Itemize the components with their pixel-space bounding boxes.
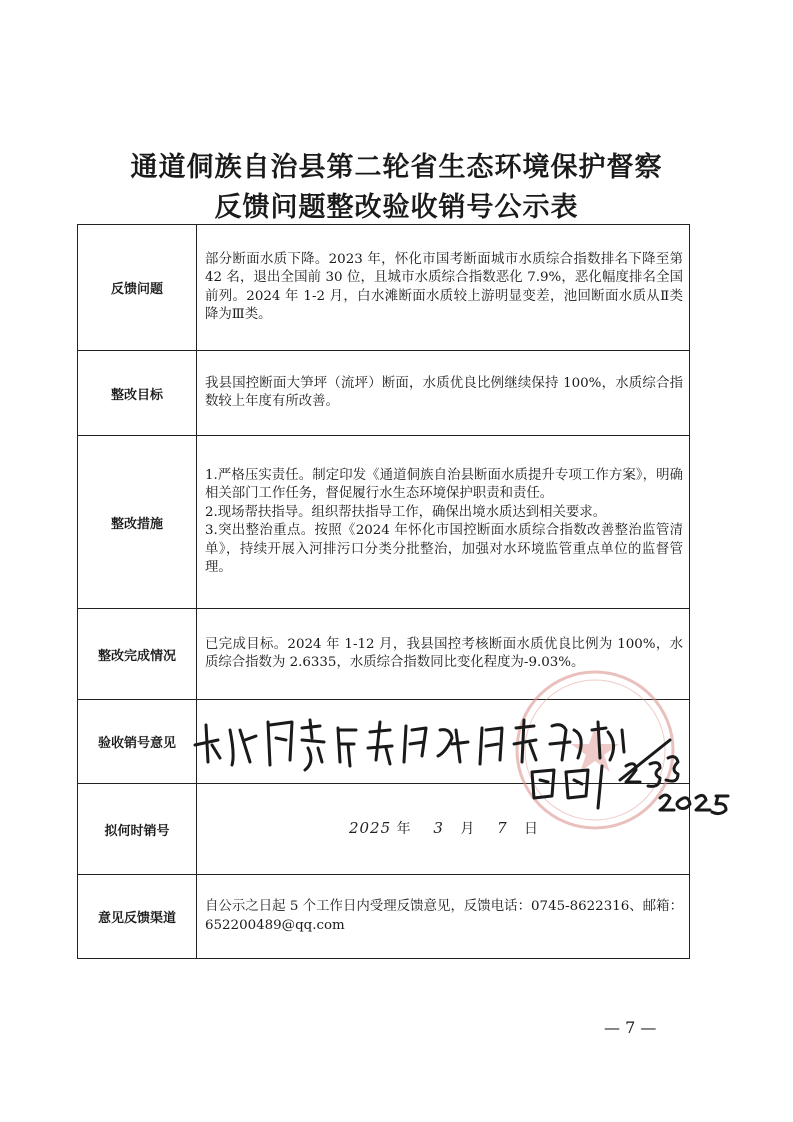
date-day: 7 bbox=[497, 818, 508, 837]
page-number: — 7 — bbox=[604, 1018, 657, 1037]
content-rectification-target: 我县国控断面大笋坪（流坪）断面，水质优良比例继续保持 100%，水质综合指数较上年度有所改善。 bbox=[197, 351, 690, 436]
content-feedback-issue: 部分断面水质下降。2023 年，怀化市国考断面城市水质综合指数排名下降至第 42 名，退出全国前 30 位，且城市水质综合指数恶化 7.9%，恶化幅度排名全国前列。2024 年 1-2 月，白水滩断面水质较上游明显变差，池回断面水质从Ⅱ类降为Ⅲ类。 bbox=[197, 225, 690, 351]
label-rectification-target: 整改目标 bbox=[78, 351, 197, 436]
content-completion-status: 已完成目标。2024 年 1-12 月，我县国控考核断面水质优良比例为 100%，水质综合指数为 2.6335，水质综合指数同比变化程度为-9.03%。 bbox=[197, 609, 690, 700]
table-row bbox=[78, 875, 690, 959]
date-year-unit: 年 bbox=[396, 820, 412, 837]
table-row bbox=[78, 225, 690, 351]
content-rectification-measures bbox=[197, 436, 690, 609]
document-title-line1: 通道侗族自治县第二轮省生态环境保护督察 bbox=[130, 152, 663, 183]
publicity-table bbox=[77, 224, 690, 959]
content-feedback-channel: 自公示之日起 5 个工作日内受理反馈意见，反馈电话：0745-8622316、邮箱：652200489@qq.com bbox=[197, 875, 690, 959]
label-acceptance-opinion: 验收销号意见 bbox=[78, 700, 197, 784]
date-month: 3 bbox=[433, 818, 444, 837]
label-rectification-measures: 整改措施 bbox=[78, 436, 197, 609]
label-feedback-issue: 反馈问题 bbox=[78, 225, 197, 351]
document-title-line2: 反馈问题整改验收销号公示表 bbox=[214, 192, 579, 223]
date-year: 2025 bbox=[348, 818, 392, 837]
measure-item-1: 1.严格压实责任。制定印发《通道侗族自治县断面水质提升专项工作方案》，明确相关部门工作任务，督促履行水生态环境保护职责和责任。 bbox=[205, 467, 683, 501]
date-day-unit: 日 bbox=[524, 820, 540, 837]
handwritten-signature-icon bbox=[190, 700, 750, 820]
label-planned-closing: 拟何时销号 bbox=[78, 784, 197, 875]
label-completion-status: 整改完成情况 bbox=[78, 609, 197, 700]
measure-item-2: 2.现场帮扶指导。组织帮扶指导工作，确保出境水质达到相关要求。 bbox=[205, 504, 607, 520]
date-month-unit: 月 bbox=[460, 820, 476, 837]
measure-item-3: 3.突出整治重点。按照《2024 年怀化市国控断面水质综合指数改善整治监管清单》，持续开展入河排污口分类分批整治，加强对水环境监管重点单位的监督管理。 bbox=[205, 523, 683, 575]
table-row bbox=[78, 351, 690, 436]
label-feedback-channel: 意见反馈渠道 bbox=[78, 875, 197, 959]
table-row bbox=[78, 436, 690, 609]
